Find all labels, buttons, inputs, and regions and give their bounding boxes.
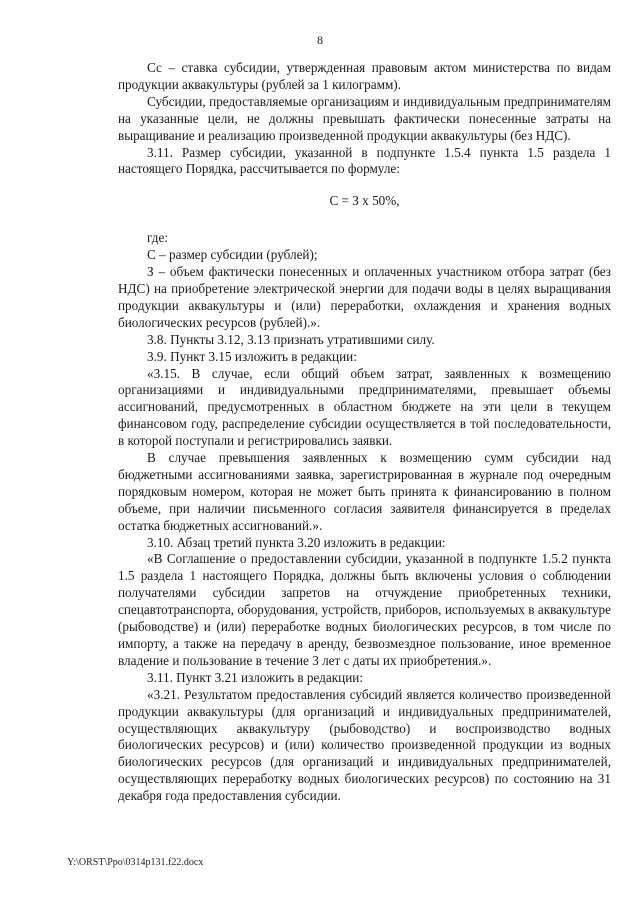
paragraph-agreement-terms: «В Соглашение о предоставлении субсидии, указанной в подпункте 1.5.2 пункта 1.5 раздела 1 настоящего Порядка, должны быть включены условия о соблюдении получателями субсидии запретов на отчуждение приобретенных техники, спецавтотранспорта, оборудования, устройств, приборов, используемых в аквакультуре (рыбоводстве) и (или) переработке водных биологических ресурсов, в том числе по импорту, а также на передачу в аренду, безвозмездное пользование, иное временное владение и пользование в течение 3 лет с даты их приобретения.». <box>118 551 611 668</box>
paragraph-3-11-point: 3.11. Пункт 3.21 изложить в редакции: <box>147 669 363 685</box>
document-body <box>118 60 611 805</box>
paragraph-def-z: З – объем фактически понесенных и оплаченных участником отбора затрат (без НДС) на приобретение электрической энергии для подачи воды в целях выращивания продукции аквакультуры и (или) переработки, охлаждения и хранения водных биологических ресурсов (рублей).». <box>118 264 611 330</box>
paragraph-def-c: С – размер субсидии (рублей); <box>147 247 318 263</box>
file-path-footer: Y:\ORST\Ppo\0314p131.f22.docx <box>67 857 204 868</box>
formula: С = З х 50%, <box>329 193 400 209</box>
paragraph-3-8: 3.8. Пункты 3.12, 3.13 признать утратившими силу. <box>147 331 435 347</box>
paragraph-subsidy-rate: Сс – ставка субсидии, утвержденная правовым актом министерства по видам продукции аквакультуры (рублей за 1 килограмм). <box>118 60 611 92</box>
page-number: 8 <box>317 33 323 47</box>
paragraph-excess-claims: В случае превышения заявленных к возмещению сумм субсидии над бюджетными ассигнованиями заявка, зарегистрированная в журнале под очередным порядковым номером, которая не может быть принята к финансированию в полном объеме, при наличии письменного согласия заявителя финансируется в пределах остатка бюджетных ассигнований.». <box>118 450 611 533</box>
paragraph-3-21-result: «3.21. Результатом предоставления субсидий является количество произведенной продукции аквакультуры (для организаций и индивидуальных предпринимателей, осуществляющих аквакультуру (рыбоводство) и воспроизводство водных биологических ресурсов) и (или) количество произведенной продукции из водных биологических ресурсов (для организаций и индивидуальных предпринимателей, осуществляющих переработку водных биологических ресурсов) по состоянию на 31 декабря года предоставления субсидии. <box>118 686 611 804</box>
paragraph-3-15-text: «3.15. В случае, если общий объем затрат, заявленных к возмещению организациями и индивидуальными предпринимателями, превышает объемы ассигнований, предусмотренных в областном бюджете на эти цели в текущем финансовом году, распределение субсидии осуществляется в той последовательности, в которой поступали и регистрировались заявки. <box>118 365 611 449</box>
paragraph-3-11-size: 3.11. Размер субсидии, указанной в подпункте 1.5.4 пункта 1.5 раздела 1 настоящего Порядка, рассчитывается по формуле: <box>118 144 611 177</box>
paragraph-subsidy-limit: Субсидии, предоставляемые организациям и индивидуальным предпринимателям на указанные цели, не должны превышать фактически понесенные затраты на выращивание и реализацию произведенной продукции аквакультуры (без НДС). <box>118 93 611 143</box>
paragraph-3-10: 3.10. Абзац третий пункта 3.20 изложить в редакции: <box>147 534 446 550</box>
paragraph-where: где: <box>147 230 168 246</box>
paragraph-3-9: 3.9. Пункт 3.15 изложить в редакции: <box>147 348 357 364</box>
